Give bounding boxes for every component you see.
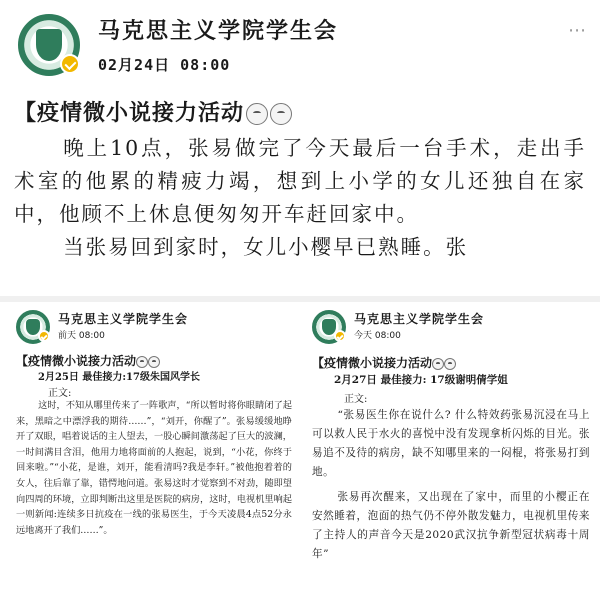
more-options-icon[interactable]: ⋯	[568, 20, 588, 41]
post-headline	[312, 354, 456, 371]
story-text: 这时，不知从哪里传来了一阵歌声，“所以暂时将你眼睛闭了起来，黑暗之中漂浮我的期待……”，“刘开，你醒了”。张易缓缓地睁开了双眼，唱着说话的主人望去，一股心瞬间激荡起了巨大的波澜，一时间满目含泪，他用力地将面前的人抱起，说到，“小花，你终于回来啦。”“小花，是谁，刘开，能看清吗?我是李轩。”被他抱着着的女人，往后靠了靠，错愕地问道。张易这时才觉察到不对劲，随即望向四周的环境，立即判断出这里是医院的病房，这时，电视机里响起一则新闻:连续多日抗疫在一线的张易医生，于今天凌晨4点52分永远地离开了我们……”。	[16, 400, 292, 536]
face-emoji-icon	[136, 356, 148, 368]
post-time: 今天 08:00	[354, 331, 401, 341]
face-emoji-icon	[148, 356, 160, 368]
headline-text: 【疫情微小说接力活动	[14, 100, 245, 126]
post-headline	[14, 96, 292, 127]
story-paragraph-1: “张易医生你在说什么? 什么特效药张易沉浸在马上可以救人民于水火的喜悦中没有发现拿析闪烁的目光。张易追不及待的病房，缺不知哪里来的一闷棍，将张易打到地。	[312, 409, 590, 478]
relay-info: 2月27日 最佳接力: 17级谢明倩学姐	[334, 374, 508, 386]
verified-badge-icon	[38, 330, 50, 342]
headline-text: 【疫情微小说接力活动	[312, 356, 433, 370]
school-emblem-icon	[36, 29, 62, 61]
account-name[interactable]: 马克思主义学院学生会	[58, 312, 189, 326]
face-emoji-icon	[246, 103, 268, 125]
post-paragraph-2: 当张易回到家时，女儿小樱早已熟睡。张	[63, 235, 469, 259]
account-avatar[interactable]	[312, 310, 346, 344]
relay-card-left[interactable]	[8, 302, 298, 600]
post-paragraph-1: 晚上10点，张易做完了今天最后一台手术，走出手术室的他累的精疲力竭，想到上小学的女儿还独自在家中，他顾不上休息便匆匆开车赶回家中。	[14, 136, 586, 226]
verified-badge-icon	[334, 330, 346, 342]
account-name[interactable]: 马克思主义学院学生会	[98, 18, 339, 44]
text-label: 正文:	[48, 388, 72, 399]
account-avatar[interactable]	[16, 310, 50, 344]
verified-badge-icon	[60, 54, 80, 74]
account-name[interactable]: 马克思主义学院学生会	[354, 312, 485, 326]
account-avatar[interactable]	[18, 14, 80, 76]
post-body	[14, 132, 586, 264]
main-post	[0, 0, 600, 296]
face-emoji-icon	[270, 103, 292, 125]
relay-card-right[interactable]	[304, 302, 596, 600]
post-time: 前天 08:00	[58, 331, 105, 341]
face-emoji-icon	[432, 358, 444, 370]
face-emoji-icon	[444, 358, 456, 370]
relay-info: 2月25日 最佳接力:17级朱国风学长	[38, 372, 200, 383]
story-text	[312, 406, 590, 564]
story-paragraph-2: 张易再次醒来，又出现在了家中，而里的小樱正在安然睡着，泡面的热气仍不停外散发魅力，电视机里传来了主持人的声音今天是2020武汉抗争新型冠状病毒十周年”	[312, 491, 590, 560]
post-time: 02月24日 08:00	[98, 56, 231, 74]
headline-text: 【疫情微小说接力活动	[16, 354, 137, 368]
text-label: 正文:	[344, 394, 368, 405]
post-headline	[16, 352, 160, 369]
